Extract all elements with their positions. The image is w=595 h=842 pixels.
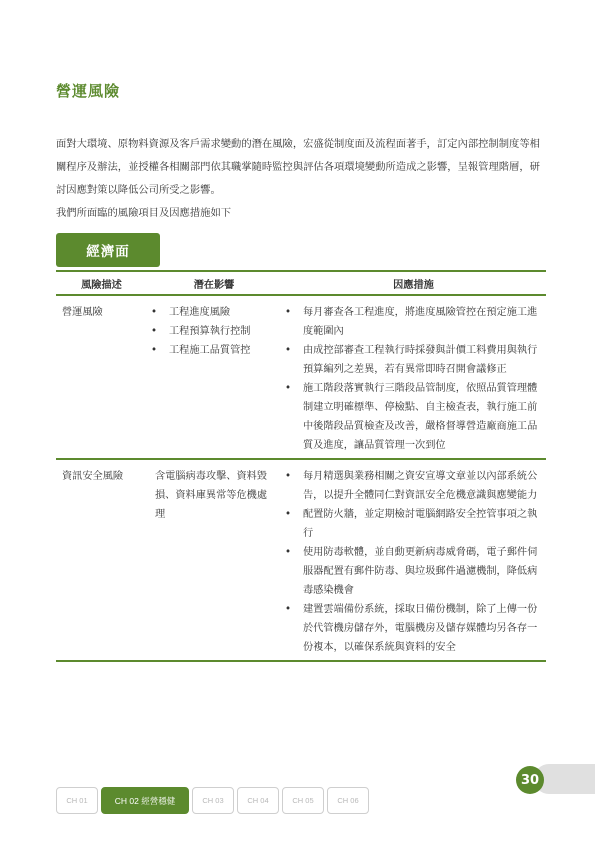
chapter-tab-ch05[interactable]: CH 05	[282, 787, 324, 814]
list-item: • 施工階段落實執行三階段品管制度，依照品質管理體制建立明確標準、停檢點、自主檢查表，執行施工前中後階段品質檢查及改善，嚴格督導營造廠商施工品質及進度，讓品質管理一次到位	[281, 379, 546, 455]
list-item: • 使用防毒軟體，並自動更新病毒威脅碼，電子郵件伺服器配置有郵件防毒、與垃圾郵件過濾機制，降低病毒感染機會	[281, 543, 546, 600]
list-item: • 工程進度風險	[147, 303, 281, 322]
chapter-tab-ch03[interactable]: CH 03	[192, 787, 234, 814]
list-item: • 每月審查各工程進度，將進度風險管控在預定施工進度範圍內	[281, 303, 546, 341]
header-risk: 風險描述	[81, 279, 122, 291]
intro-paragraph: 面對大環境、原物料資源及客戶需求變動的潛在風險，宏盛從制度面及流程面著手，訂定內部控制制度等相關程序及辦法，並授權各相關部門依其職掌隨時監控與評估各項環境變動所造成之影響，呈報管理階層，研討因應對策以降低公司所受之影響。	[56, 138, 540, 196]
table-row	[56, 459, 546, 661]
list-item: • 建置雲端備份系統，採取日備份機制，除了上傳一份於代管機房儲存外，電腦機房及儲存媒體均另各存一份複本，以確保系統與資料的安全	[281, 600, 546, 657]
risk-table	[56, 270, 546, 662]
chapter-nav	[56, 787, 369, 814]
measures-cell	[281, 295, 546, 459]
intro-lead: 我們所面臨的風險項目及因應措施如下	[56, 207, 232, 219]
list-item: • 由成控部審查工程執行時採發與計價工料費用與執行預算編列之差異，若有異常即時召開會議修正	[281, 341, 546, 379]
chapter-tab-ch04[interactable]: CH 04	[237, 787, 279, 814]
impact-text: 含電腦病毒攻擊、資料毀損、資料庫異常等危機處理	[155, 471, 268, 520]
chapter-tab-ch02[interactable]: CH 02 經營穩健	[101, 787, 189, 814]
list-item: • 配置防火牆，並定期檢討電腦網路安全控管事項之執行	[281, 505, 546, 543]
measures-list	[281, 303, 546, 455]
section-title: 營運風險	[56, 82, 121, 100]
impact-list	[147, 303, 281, 360]
impact-cell	[147, 295, 281, 459]
page-number: 30	[516, 766, 544, 794]
risk-cell: 資訊安全風險	[62, 471, 124, 482]
risk-cell: 營運風險	[62, 307, 103, 318]
impact-cell	[147, 459, 281, 661]
list-item: • 每月精選與業務相關之資安宣導文章並以內部系統公告，以提升全體同仁對資訊安全危機意識與應變能力	[281, 467, 546, 505]
table-header-row	[56, 271, 546, 295]
category-tab: 經濟面	[56, 233, 160, 267]
list-item: • 工程施工品質管控	[147, 341, 281, 360]
chapter-tab-ch06[interactable]: CH 06	[327, 787, 369, 814]
header-impact: 潛在影響	[193, 279, 235, 291]
measures-cell	[281, 459, 546, 661]
table-row	[56, 295, 546, 459]
chapter-tab-ch01[interactable]: CH 01	[56, 787, 98, 814]
list-item: • 工程預算執行控制	[147, 322, 281, 341]
header-measures: 因應措施	[393, 279, 434, 291]
measures-list	[281, 467, 546, 657]
